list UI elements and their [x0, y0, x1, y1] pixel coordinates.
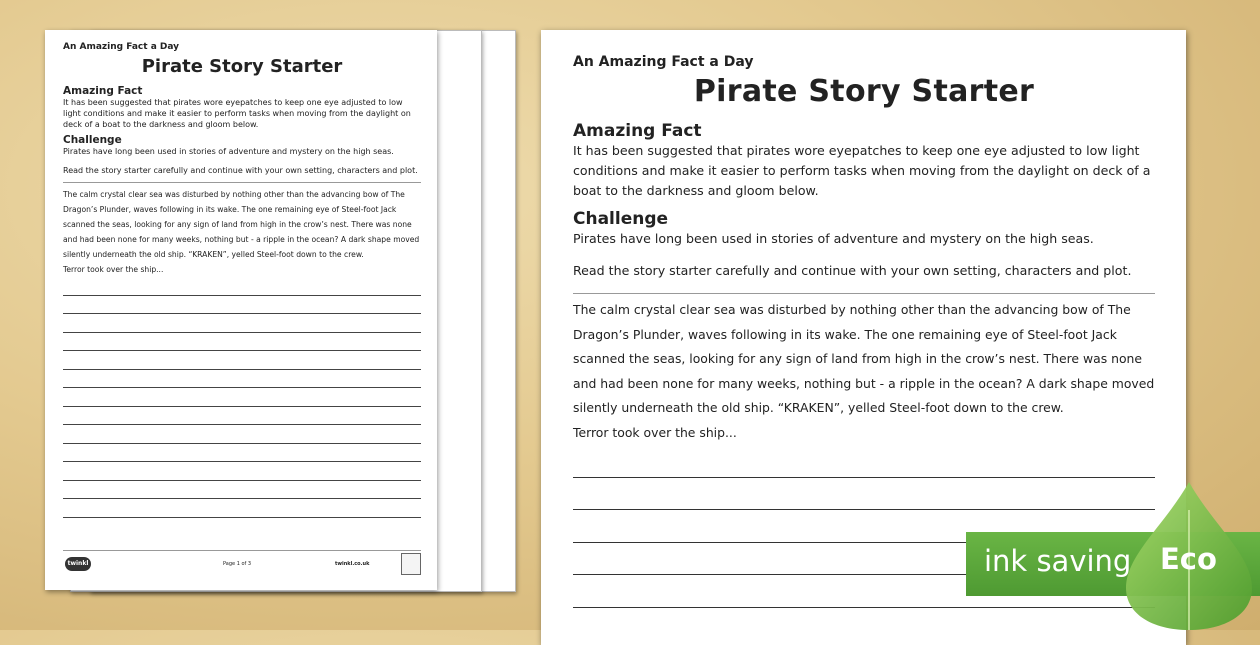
overline: An Amazing Fact a Day [63, 42, 180, 52]
fact-text: It has been suggested that pirates wore eyepatches to keep one eye adjusted to low light conditions and make it easier to perform tasks when moving from the daylight on deck of a boat to the darkness and gloom below. [63, 98, 411, 129]
page-title: Pirate Story Starter [141, 56, 343, 77]
story-line: The calm crystal clear sea was disturbed by nothing other than the advancing bow of The [573, 302, 1131, 317]
story-line: Dragon’s Plunder, waves following in its wake. The one remaining eye of Steel-foot Jack [63, 205, 397, 214]
writing-line [63, 462, 421, 481]
story-line: Terror took over the ship... [573, 424, 737, 440]
writing-lines [63, 277, 421, 518]
quality-badge-icon [401, 553, 421, 575]
divider [573, 293, 1155, 294]
story-line: The calm crystal clear sea was disturbed by nothing other than the advancing bow of The [63, 190, 405, 199]
worksheet-thumbnail [45, 30, 437, 590]
writing-line [573, 478, 1155, 511]
story-line: and had been none for many weeks, nothing but - a ripple in the ocean? A dark shape moved [63, 235, 420, 244]
writing-line [63, 407, 421, 426]
twinkl-logo: twinkl [65, 557, 91, 571]
page-title: Pirate Story Starter [693, 74, 1035, 109]
writing-line [63, 499, 421, 518]
fact-heading: Amazing Fact [63, 85, 143, 97]
writing-line [63, 333, 421, 352]
challenge-text: Pirates have long been used in stories of adventure and mystery on the high seas. [63, 147, 394, 156]
writing-line [63, 370, 421, 389]
writing-line [573, 445, 1155, 478]
site-url: twinkl.co.uk [335, 561, 370, 567]
overline: An Amazing Fact a Day [573, 54, 754, 70]
page-footer [63, 550, 421, 567]
story-line: silently underneath the old ship. “KRAKEN”, yelled Steel-foot down to the crew. [573, 400, 1064, 415]
fact-text: It has been suggested that pirates wore eyepatches to keep one eye adjusted to low light conditions and make it easier to perform tasks when moving from the daylight on deck of a boat to the darkness and gloom below. [573, 143, 1151, 198]
writing-line [63, 425, 421, 444]
challenge-heading: Challenge [573, 209, 669, 229]
challenge-text: Pirates have long been used in stories of adventure and mystery on the high seas. [573, 231, 1094, 246]
instruction-text: Read the story starter carefully and continue with your own setting, characters and plot. [63, 166, 418, 175]
writing-line [63, 444, 421, 463]
writing-line [63, 481, 421, 500]
story-line: Terror took over the ship... [63, 265, 164, 274]
eco-label: Eco [1160, 542, 1217, 576]
ink-saving-text: ink saving [984, 544, 1132, 578]
writing-line [63, 277, 421, 296]
writing-line [63, 388, 421, 407]
writing-line [63, 296, 421, 315]
page-number: Page 1 of 3 [223, 561, 252, 567]
challenge-heading: Challenge [63, 134, 122, 146]
story-line: scanned the seas, looking for any sign of land from high in the crow’s nest. There was none [63, 220, 412, 229]
story-line: Dragon’s Plunder, waves following in its wake. The one remaining eye of Steel-foot Jack [573, 326, 1117, 342]
instruction-text: Read the story starter carefully and continue with your own setting, characters and plot. [573, 263, 1132, 278]
writing-line [63, 314, 421, 333]
story-line: silently underneath the old ship. “KRAKEN”, yelled Steel-foot down to the crew. [63, 250, 364, 259]
story-line: and had been none for many weeks, nothing but - a ripple in the ocean? A dark shape moved [573, 375, 1155, 391]
story-line: scanned the seas, looking for any sign of land from high in the crow’s nest. There was none [573, 351, 1143, 366]
fact-heading: Amazing Fact [573, 121, 702, 141]
writing-line [63, 351, 421, 370]
divider [63, 182, 421, 183]
